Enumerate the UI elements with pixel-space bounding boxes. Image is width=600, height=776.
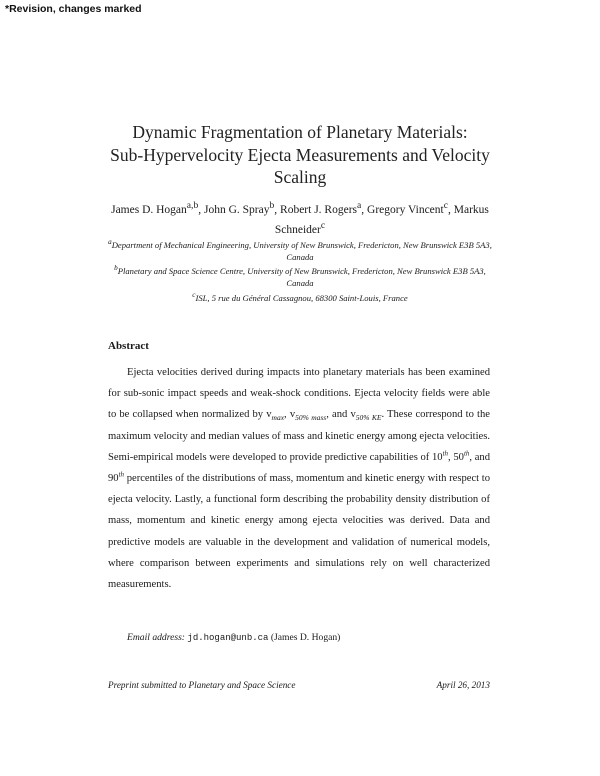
- affiliation: [100, 263, 500, 289]
- affiliation-mark: b: [114, 264, 118, 273]
- abstract-text: , 50: [448, 451, 464, 463]
- abstract-text: percentiles of the distributions of mass, momentum and kinetic energy with respect to ejecta velocity. Lastly, a functional form describing the probability density distribution of mass, momentum and kinetic energy among ejecta velocities was derived. Data and predictive models are valuable in the development and validation of numerical models, where comparison between experiments and simulations rely on well characterized measurements.: [108, 473, 490, 591]
- revision-note: *Revision, changes marked: [5, 3, 142, 15]
- abstract-text: . These correspond to the maximum velocity and median values of mass and kinetic energy among ejecta velocities. Semi-empirical models were developed to provide predictive capabilities of 10: [108, 409, 490, 463]
- author-name: Markus Schneider: [274, 203, 489, 236]
- abstract-subscript: 50% KE: [355, 413, 382, 423]
- preprint-date: April 26, 2013: [436, 680, 490, 690]
- abstract-text: Ejecta velocities derived during impacts into planetary materials has been examined for sub-sonic impact speeds and weak-shock conditions. Ejecta velocity fields were able to be collapsed when normalized by v: [108, 367, 490, 421]
- abstract-subscript: max: [271, 413, 285, 423]
- affiliation-mark: c: [192, 290, 196, 299]
- title-line: Sub-Hypervelocity Ejecta Measurements and Velocity: [110, 144, 490, 165]
- author-name: James D. Hogan: [111, 203, 187, 216]
- preprint-note: Preprint submitted to Planetary and Space Science: [108, 680, 296, 690]
- author-name: Gregory Vincent: [367, 203, 444, 216]
- email-owner: (James D. Hogan): [270, 632, 341, 643]
- abstract-heading: Abstract: [108, 340, 149, 352]
- affiliations: [100, 237, 500, 305]
- email-footnote: [127, 632, 340, 643]
- title-line: Dynamic Fragmentation of Planetary Materials:: [132, 122, 468, 142]
- abstract-text: , and 90: [108, 451, 490, 485]
- author-mark: a,b: [186, 200, 199, 211]
- email-label: Email address:: [127, 632, 186, 643]
- affiliation-text: Department of Mechanical Engineering, University of New Brunswick, Fredericton, New Brunswick E3B 5A3, Canada: [111, 239, 492, 262]
- author-mark: c: [443, 200, 448, 211]
- paper-title: [100, 121, 500, 189]
- author-list: James D. Hogan$^{a,b}$, John G. Spray$^b$, Robert J. Rogers$^a$, Gregory Vincent$^c$, Markus Schneider$^c$: [111, 200, 489, 236]
- abstract-subscript: 50% mass: [295, 413, 327, 423]
- affiliation-text: Planetary and Space Science Centre, University of New Brunswick, Fredericton, New Brunswick E3B 5A3, Canada: [117, 266, 486, 289]
- abstract-text: , and v: [326, 409, 356, 421]
- abstract-superscript: th: [118, 470, 125, 479]
- affiliation: [100, 290, 500, 305]
- abstract-superscript: th: [442, 449, 449, 458]
- abstract-body: [108, 362, 490, 595]
- affiliation-text: ISL, 5 rue du Général Cassagnou, 68300 Saint-Louis, France: [195, 292, 408, 303]
- affiliation-mark: a: [108, 238, 112, 246]
- author-mark: a: [357, 200, 362, 211]
- title-line: Scaling: [273, 167, 327, 187]
- email-link[interactable]: jd.hogan@unb.ca: [187, 633, 269, 643]
- author-name: John G. Spray: [203, 203, 270, 216]
- abstract-text: , v: [284, 409, 296, 421]
- affiliation: [100, 237, 500, 263]
- author-mark: b: [269, 200, 275, 211]
- author-name: Robert J. Rogers: [280, 203, 358, 216]
- abstract-superscript: th: [463, 449, 470, 458]
- author-mark: c: [320, 219, 326, 231]
